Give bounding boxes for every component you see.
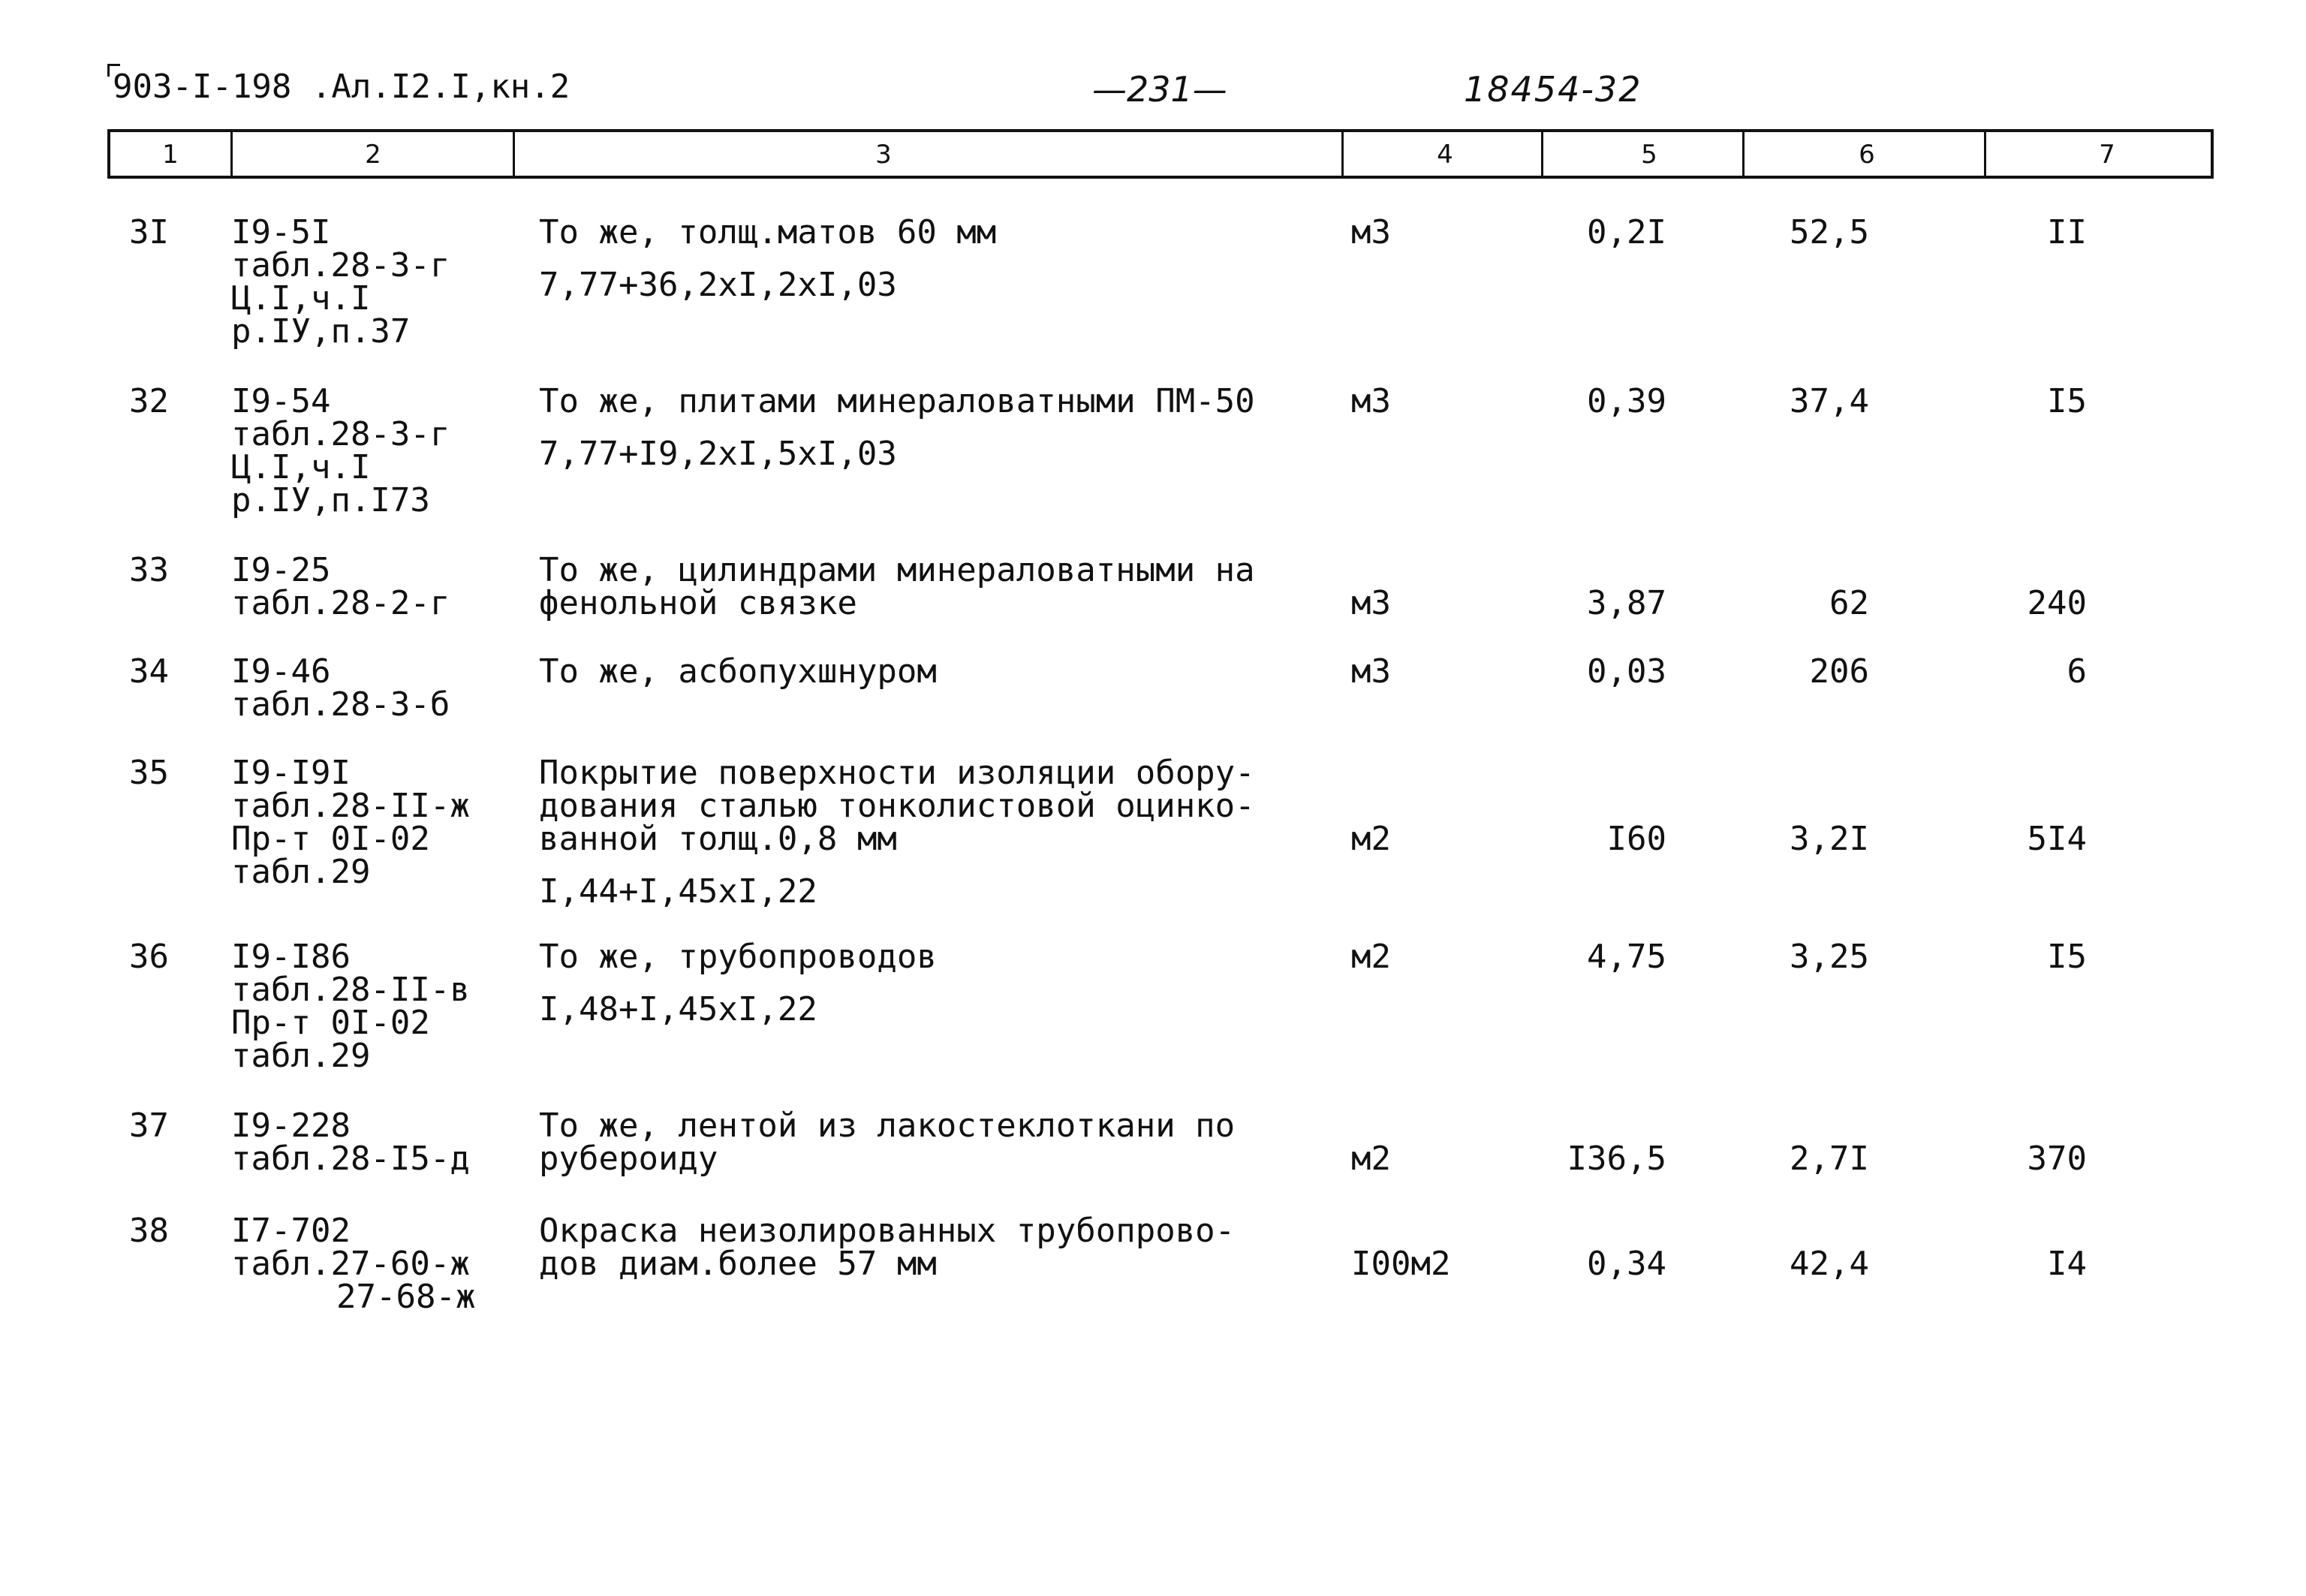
- description-line: дования сталью тонколистовой оцинко-: [539, 787, 1255, 825]
- reference-code: [231, 652, 450, 724]
- column-number: 4: [1437, 140, 1453, 170]
- description-line: Окраска неизолированных трубопрово-: [539, 1212, 1236, 1250]
- reference-line: Ц.I,ч.I: [231, 448, 371, 486]
- reference-line: табл.28-2-г: [231, 584, 450, 622]
- row-number: 35: [129, 754, 169, 792]
- total-cost: 5I4: [2027, 820, 2087, 858]
- reference-line: табл.29: [231, 1037, 371, 1075]
- unit-price: 2,7I: [1790, 1140, 1869, 1178]
- column-divider: [1341, 132, 1344, 176]
- formula: 7,77+36,2хI,2хI,03: [539, 266, 897, 304]
- total-cost: I5: [2047, 382, 2087, 420]
- quantity: 0,03: [1587, 652, 1666, 691]
- reference-line: I9-54: [231, 382, 331, 420]
- reference-line: табл.28-I5-д: [231, 1140, 470, 1178]
- reference-line: табл.27-60-ж: [231, 1245, 470, 1283]
- work-description: [539, 754, 1255, 911]
- reference-code: [231, 1212, 476, 1316]
- reference-line: 27-68-ж: [336, 1278, 476, 1316]
- row-number: 36: [129, 938, 169, 976]
- reference-line: Пр-т 0I-02: [231, 1004, 430, 1042]
- column-divider: [1742, 132, 1745, 176]
- total-cost: 370: [2027, 1140, 2087, 1178]
- quantity: 4,75: [1587, 938, 1666, 976]
- reference-line: табл.28-II-ж: [231, 787, 470, 825]
- description-line: То же, цилиндрами минераловатными на: [539, 551, 1255, 589]
- reference-line: I9-25: [231, 551, 331, 589]
- column-divider: [513, 132, 515, 176]
- description-line: То же, плитами минераловатными ПМ-50: [539, 382, 1255, 420]
- quantity: 0,2I: [1587, 213, 1666, 251]
- work-description: [539, 1212, 1236, 1283]
- row-number: 32: [129, 382, 169, 420]
- document-reference: 903-I-198 .Ал.I2.I,кн.2: [113, 68, 570, 106]
- row-number: 38: [129, 1212, 169, 1250]
- formula: I,48+I,45хI,22: [539, 990, 817, 1028]
- column-number: 6: [1859, 140, 1875, 170]
- quantity: I60: [1606, 820, 1666, 858]
- unit-price: 206: [1809, 652, 1869, 691]
- work-description: [539, 652, 937, 691]
- total-cost: II: [2047, 213, 2087, 251]
- unit: м2: [1351, 938, 1391, 976]
- unit: м3: [1351, 382, 1391, 420]
- row-number: 34: [129, 652, 169, 691]
- column-number: 2: [365, 140, 381, 170]
- document-code: 18454-32: [1464, 69, 1642, 110]
- total-cost: I5: [2047, 938, 2087, 976]
- description-line: дов диам.более 57 мм: [539, 1245, 937, 1283]
- reference-code: [231, 382, 450, 519]
- total-cost: I4: [2047, 1245, 2087, 1283]
- reference-line: I7-702: [231, 1212, 351, 1250]
- unit-price: 62: [1829, 584, 1869, 622]
- column-number: 3: [875, 140, 892, 170]
- total-cost: 240: [2027, 584, 2087, 622]
- reference-line: табл.28-3-г: [231, 246, 450, 285]
- description-line: фенольной связке: [539, 584, 857, 622]
- column-divider: [1541, 132, 1543, 176]
- column-number: 7: [2099, 140, 2115, 170]
- column-divider: [1984, 132, 1986, 176]
- column-number: 5: [1641, 140, 1657, 170]
- quantity: I36,5: [1567, 1140, 1666, 1178]
- quantity: 0,34: [1587, 1245, 1666, 1283]
- row-number: 3I: [129, 213, 169, 251]
- column-divider: [230, 132, 233, 176]
- reference-line: Ц.I,ч.I: [231, 279, 371, 318]
- work-description: [539, 551, 1255, 622]
- formula: 7,77+I9,2хI,5хI,03: [539, 435, 897, 473]
- unit-price: 42,4: [1790, 1245, 1869, 1283]
- description-line: То же, асбопухшнуром: [539, 652, 937, 691]
- total-cost: 6: [2067, 652, 2087, 691]
- unit-price: 52,5: [1790, 213, 1869, 251]
- unit: м2: [1351, 820, 1391, 858]
- reference-line: р.IУ,п.37: [231, 312, 411, 351]
- reference-code: [231, 213, 450, 351]
- reference-line: табл.28-II-в: [231, 971, 470, 1009]
- column-number: 1: [162, 140, 179, 170]
- description-line: ванной толщ.0,8 мм: [539, 820, 897, 858]
- work-description: [539, 382, 1255, 473]
- unit: м3: [1351, 213, 1391, 251]
- unit: м2: [1351, 1140, 1391, 1178]
- page-number: —231—: [1092, 69, 1227, 110]
- unit-price: 3,25: [1790, 938, 1869, 976]
- description-line: Покрытие поверхности изоляции обору-: [539, 754, 1255, 792]
- reference-code: [231, 754, 470, 891]
- column-number-header: [107, 129, 2214, 179]
- reference-line: I9-I86: [231, 938, 351, 976]
- description-line: То же, лентой из лакостеклоткани по: [539, 1107, 1236, 1145]
- reference-line: табл.28-3-г: [231, 415, 450, 453]
- description-line: То же, толщ.матов 60 мм: [539, 213, 997, 251]
- reference-code: [231, 938, 470, 1075]
- work-description: [539, 213, 997, 304]
- reference-line: I9-5I: [231, 213, 331, 251]
- reference-line: I9-I9I: [231, 754, 351, 792]
- unit-price: 3,2I: [1790, 820, 1869, 858]
- reference-line: р.IУ,п.I73: [231, 481, 430, 519]
- work-description: [539, 938, 937, 1028]
- reference-line: I9-46: [231, 652, 331, 691]
- reference-line: Пр-т 0I-02: [231, 820, 430, 858]
- row-number: 37: [129, 1107, 169, 1145]
- unit: м3: [1351, 584, 1391, 622]
- reference-code: [231, 551, 450, 622]
- unit: I00м2: [1351, 1245, 1451, 1283]
- unit: м3: [1351, 652, 1391, 691]
- description-line: рубероиду: [539, 1140, 718, 1178]
- reference-line: табл.29: [231, 853, 371, 891]
- row-number: 33: [129, 551, 169, 589]
- unit-price: 37,4: [1790, 382, 1869, 420]
- quantity: 0,39: [1587, 382, 1666, 420]
- work-description: [539, 1107, 1236, 1178]
- reference-code: [231, 1107, 470, 1178]
- reference-line: I9-228: [231, 1107, 351, 1145]
- description-line: То же, трубопроводов: [539, 938, 937, 976]
- reference-line: табл.28-3-б: [231, 685, 450, 724]
- quantity: 3,87: [1587, 584, 1666, 622]
- formula: I,44+I,45хI,22: [539, 872, 817, 911]
